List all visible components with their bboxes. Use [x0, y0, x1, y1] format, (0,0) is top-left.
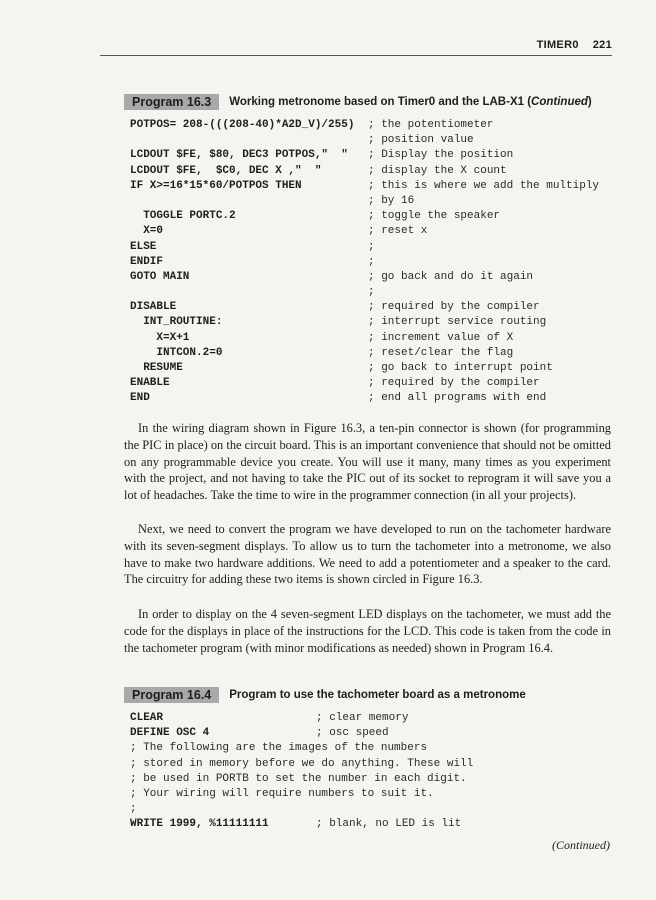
code-line: LCDOUT $FE, $80, DEC3 POTPOS," "	[130, 149, 348, 162]
program-16-3-code	[130, 118, 354, 407]
paragraph: Next, we need to convert the program we have developed to run on the tachometer hardware with its seven-segment displays. To allow us to turn the tachometer into a metronome, we also have to make two hardware additions. We need to add a potentiometer and a speaker to the card. The circuitry for adding these two items is shown circled in Figure 16.3.	[124, 522, 611, 587]
code-line: END	[130, 392, 150, 405]
code-line: TOGGLE PORTC.2	[130, 210, 236, 223]
code-comment: ;	[130, 803, 137, 816]
code-line: RESUME	[130, 362, 183, 374]
program-label: Program 16.4	[124, 687, 219, 703]
code-comment: ; end all programs with end	[368, 392, 547, 405]
code-line	[130, 133, 354, 148]
code-comment: ; clear memory	[316, 712, 409, 724]
code-comment: ; reset x	[368, 225, 428, 238]
code-line: WRITE 1999, %11111111	[130, 818, 269, 831]
code-line: DEFINE OSC 4	[130, 727, 210, 740]
code-comment: ; display the X count	[368, 164, 507, 177]
code-comment: ; The following are the images of the numbers	[130, 742, 428, 755]
program-title: Working metronome based on Timer0 and the LAB-X1 (Continued)	[229, 95, 592, 108]
code-comment: ; interrupt service routing	[368, 316, 547, 329]
code-line: ENABLE	[130, 377, 170, 390]
code-comment: ; Your wiring will require numbers to suit it.	[130, 787, 434, 800]
code-line: LCDOUT $FE, $C0, DEC X ," "	[130, 164, 322, 177]
code-comment: ; blank, no LED is lit	[316, 818, 462, 831]
program-title: Program to use the tachometer board as a metronome	[229, 688, 526, 701]
code-line: X=0	[130, 225, 164, 238]
program-16-4-heading	[124, 686, 526, 703]
code-line: IF X>=16*15*60/POTPOS THEN	[130, 179, 302, 192]
code-comment: ; by 16	[368, 194, 415, 207]
code-comment: ; go back to interrupt point	[368, 362, 553, 374]
paragraph: In order to display on the 4 seven-segment LED displays on the tachometer, we must add the code for the displays in place of the instructions for the LCD. This code is taken from the code in the tachometer program (with minor modifications as needed) shown in Program 16.4.	[124, 607, 611, 655]
program-16-3-comments	[368, 118, 599, 407]
code-comment: ; go back and do it again	[368, 270, 534, 283]
header-text	[537, 39, 612, 51]
program-16-4-comments	[130, 711, 473, 833]
code-comment: ; reset/clear the flag	[368, 346, 514, 359]
code-line: INTCON.2=0	[130, 346, 223, 359]
continued-label: (Continued)	[552, 838, 610, 852]
page-number: 221	[592, 39, 612, 51]
code-comment: ; toggle the speaker	[368, 210, 501, 223]
code-line	[130, 194, 354, 209]
code-comment: ;	[368, 286, 375, 299]
code-comment: ;	[368, 255, 375, 268]
code-line: CLEAR	[130, 712, 164, 724]
code-line: ENDIF	[130, 255, 164, 268]
program-16-3-heading	[124, 93, 592, 110]
code-line	[130, 285, 354, 300]
code-comment: ; Display the position	[368, 149, 514, 162]
code-comment: ; position value	[368, 134, 474, 147]
code-comment: ; required by the compiler	[368, 377, 540, 390]
page-header	[100, 39, 612, 56]
code-comment: ; the potentiometer	[368, 119, 494, 131]
code-comment: ; increment value of X	[368, 331, 514, 344]
code-comment: ; this is where we add the multiply	[368, 179, 600, 192]
program-label: Program 16.3	[124, 94, 219, 110]
code-comment: ; osc speed	[316, 727, 389, 740]
code-comment: ; required by the compiler	[368, 301, 540, 314]
code-comment: ;	[368, 240, 375, 253]
chapter-title: TIMER0	[536, 39, 579, 51]
code-line: INT_ROUTINE:	[130, 316, 223, 329]
code-line: X=X+1	[130, 331, 190, 344]
code-comment: ; stored in memory before we do anything. These will	[130, 757, 474, 770]
code-line: POTPOS= 208-(((208-40)*A2D_V)/255)	[130, 119, 355, 131]
code-line: ELSE	[130, 240, 157, 253]
code-line: DISABLE	[130, 301, 177, 314]
paragraph: In the wiring diagram shown in Figure 16.3, a ten-pin connector is shown (for programming the PIC in place) on the circuit board. This is an important convenience that should not be omitted on any programmable device you create. You will use it many, many times as you experiment with the project, and not having to take the PIC out of its socket to reprogram it will save you a lot of headaches. Take the time to wire in the programmer connection (in all your projects).	[124, 421, 611, 503]
code-line: GOTO MAIN	[130, 270, 190, 283]
code-comment: ; be used in PORTB to set the number in each digit.	[130, 772, 467, 785]
